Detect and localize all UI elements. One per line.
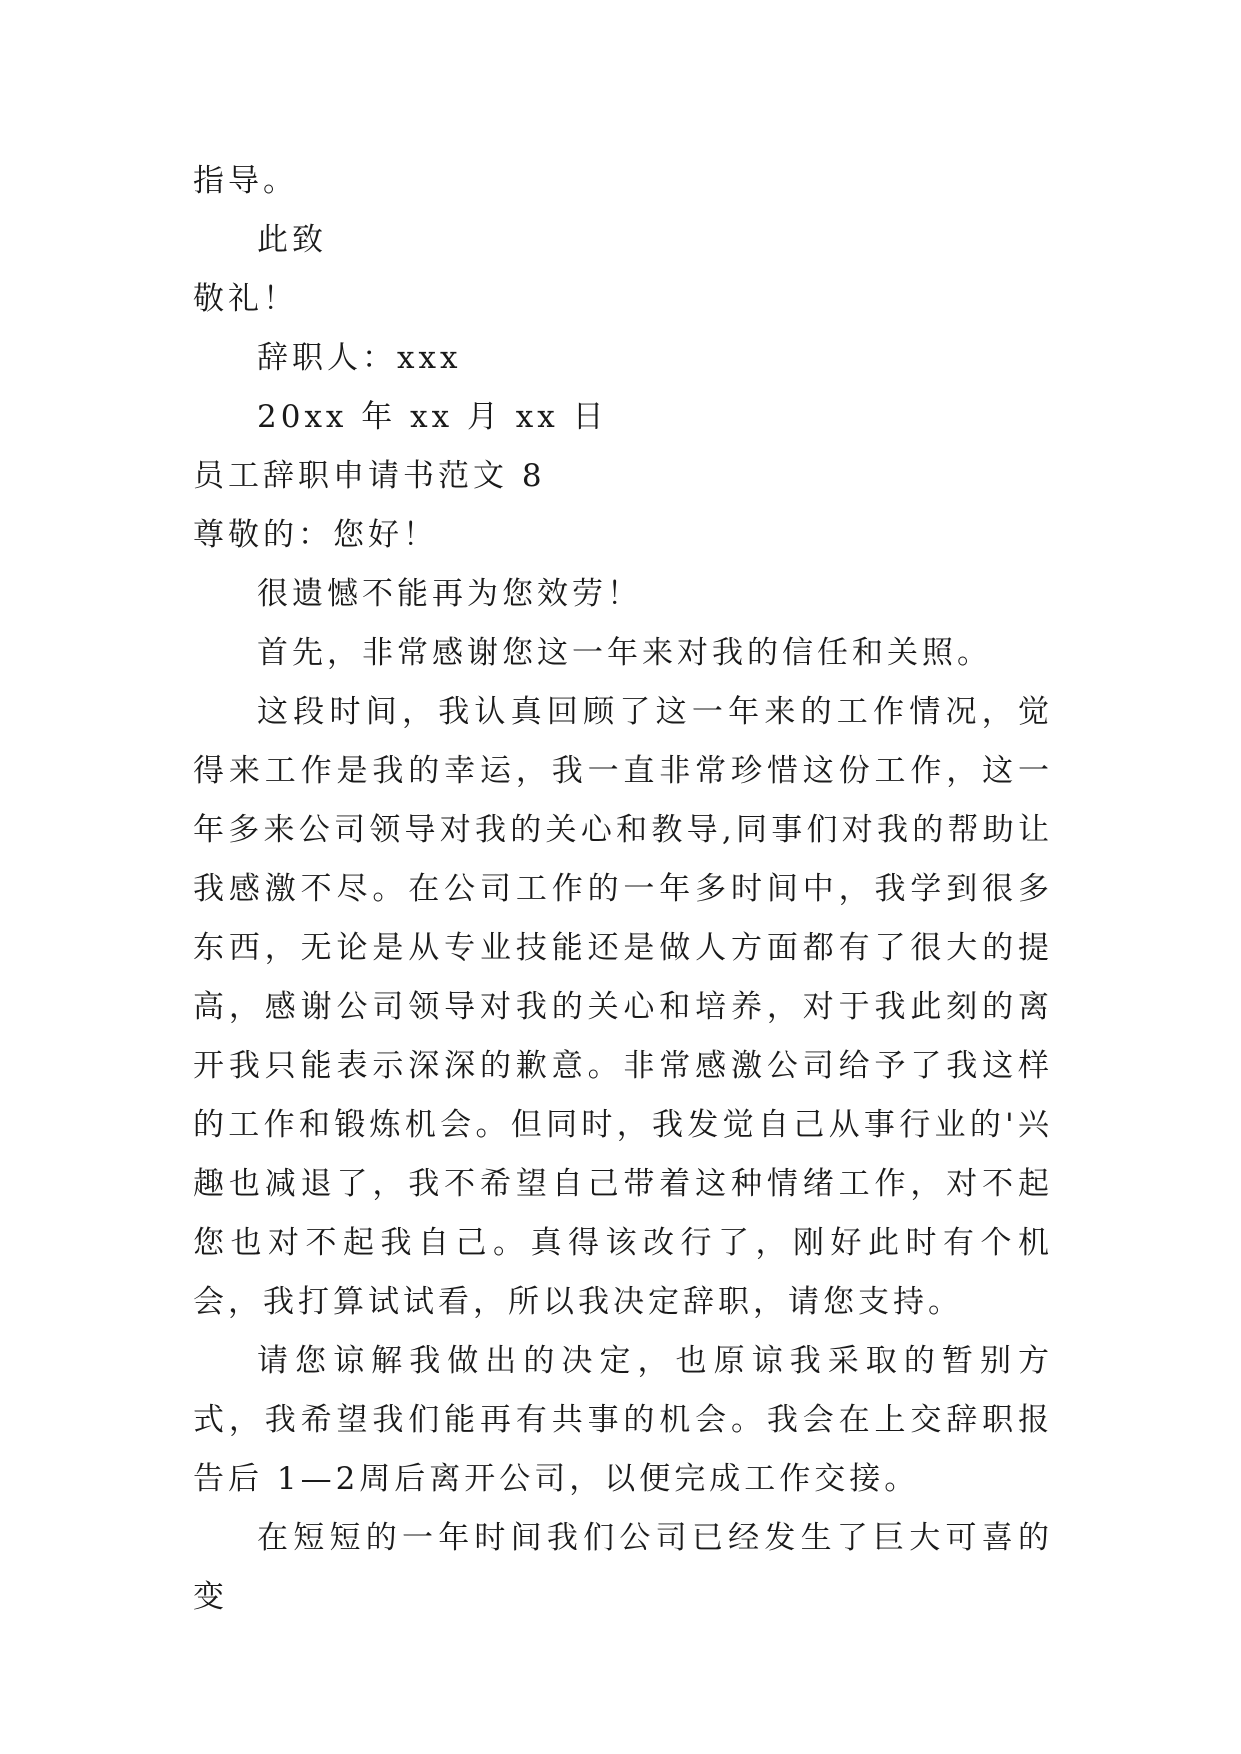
paragraph: 这段时间，我认真回顾了这一年来的工作情况，觉得来工作是我的幸运，我一直非常珍惜这份工作，这一年多来公司领导对我的关心和教导,同事们对我的帮助让我感激不尽。在公司工作的一年多时间中，我学到很多东西，无论是从专业技能还是做人方面都有了很大的提高，感谢公司领导对我的关心和培养，对于我此刻的离开我只能表示深深的歉意。非常感激公司给予了我这样的工作和锻炼机会。但同时，我发觉自己从事行业的'兴趣也减退了，我不希望自己带着这种情绪工作，对不起您也对不起我自己。真得该改行了，刚好此时有个机会，我打算试试看，所以我决定辞职，请您支持。 [193, 694, 1053, 1320]
paragraph: 很遗憾不能再为您效劳！ [257, 576, 642, 612]
greeting: 尊敬的：您好！ [193, 517, 438, 553]
date: 20xx 年 xx 月 xx 日 [257, 399, 608, 435]
signer: 辞职人：xxx [257, 340, 462, 376]
document-body [193, 152, 1053, 1627]
closing-continuation: 指导。 [193, 163, 298, 199]
salutation-regards: 敬礼！ [193, 281, 298, 317]
section-title: 员工辞职申请书范文 8 [193, 458, 546, 494]
paragraph: 首先，非常感谢您这一年来对我的信任和关照。 [257, 635, 992, 671]
salutation-close: 此致 [257, 222, 327, 258]
paragraph: 在短短的一年时间我们公司已经发生了巨大可喜的变 [193, 1520, 1053, 1615]
paragraph: 请您谅解我做出的决定，也原谅我采取的暂别方式，我希望我们能再有共事的机会。我会在上交辞职报告后 1—2周后离开公司，以便完成工作交接。 [193, 1343, 1053, 1497]
